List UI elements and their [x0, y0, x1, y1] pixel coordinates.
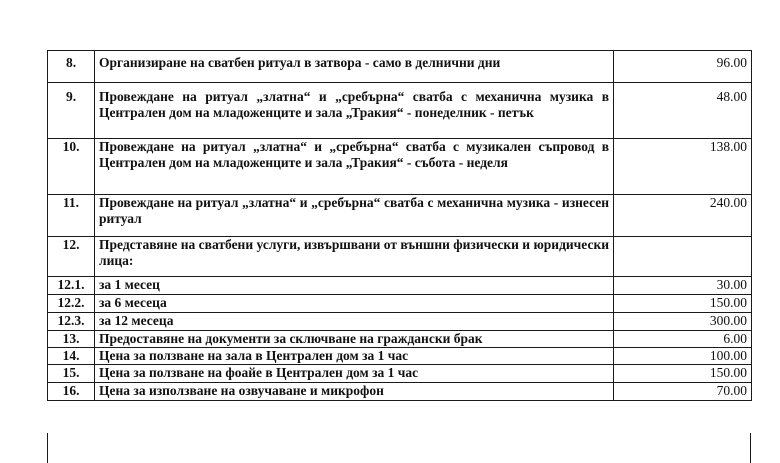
row-description: Цена за използване на озвучаване и микрофон: [95, 383, 614, 401]
row-price: 150.00: [614, 365, 752, 383]
row-number: 14.: [48, 348, 95, 365]
row-price: 300.00: [614, 313, 752, 331]
table-row: [48, 139, 752, 195]
table-row: [48, 331, 752, 348]
table-row: [48, 383, 752, 401]
row-description: Организиране на сватбен ритуал в затвора - само в делнични дни: [95, 51, 614, 83]
row-price: [614, 237, 752, 277]
row-number: 8.: [48, 51, 95, 83]
row-price: 96.00: [614, 51, 752, 83]
row-number: 12.1.: [48, 277, 95, 295]
table-row: [48, 51, 752, 83]
row-description: Цена за ползване на зала в Централен дом за 1 час: [95, 348, 614, 365]
row-description: за 1 месец: [95, 277, 614, 295]
table-row: [48, 295, 752, 313]
table-row: [48, 237, 752, 277]
row-description: Провеждане на ритуал „златна“ и „сребърна“ сватба с механична музика в Централен дом на младоженците и зала „Тракия“ - понеделник - петък: [95, 83, 614, 139]
table-row: [48, 348, 752, 365]
row-description: Предоставяне на документи за сключване на граждански брак: [95, 331, 614, 348]
row-price: 240.00: [614, 195, 752, 237]
row-number: 16.: [48, 383, 95, 401]
row-number: 12.: [48, 237, 95, 277]
row-price: 150.00: [614, 295, 752, 313]
row-description: Представяне на сватбени услуги, извършвани от външни физически и юридически лица:: [95, 237, 614, 277]
row-price: 6.00: [614, 331, 752, 348]
row-number: 12.3.: [48, 313, 95, 331]
fee-table: [47, 50, 752, 401]
row-price: 48.00: [614, 83, 752, 139]
table-row: [48, 277, 752, 295]
table-row: [48, 313, 752, 331]
row-number: 13.: [48, 331, 95, 348]
row-number: 10.: [48, 139, 95, 195]
row-description: за 12 месеца: [95, 313, 614, 331]
row-number: 11.: [48, 195, 95, 237]
table-continuation: [47, 433, 751, 463]
table-row: [48, 195, 752, 237]
row-description: Цена за ползване на фоайе в Централен дом за 1 час: [95, 365, 614, 383]
row-description: Провеждане на ритуал „златна“ и „сребърна“ сватба с музикален съпровод в Централен дом на младоженците и зала „Тракия“ - събота - неделя: [95, 139, 614, 195]
row-price: 138.00: [614, 139, 752, 195]
row-number: 12.2.: [48, 295, 95, 313]
row-price: 30.00: [614, 277, 752, 295]
row-description: Провеждане на ритуал „златна“ и „сребърна“ сватба с механична музика - изнесен ритуал: [95, 195, 614, 237]
row-description: за 6 месеца: [95, 295, 614, 313]
row-price: 70.00: [614, 383, 752, 401]
row-price: 100.00: [614, 348, 752, 365]
table-row: [48, 365, 752, 383]
row-number: 9.: [48, 83, 95, 139]
row-number: 15.: [48, 365, 95, 383]
table-row: [48, 83, 752, 139]
